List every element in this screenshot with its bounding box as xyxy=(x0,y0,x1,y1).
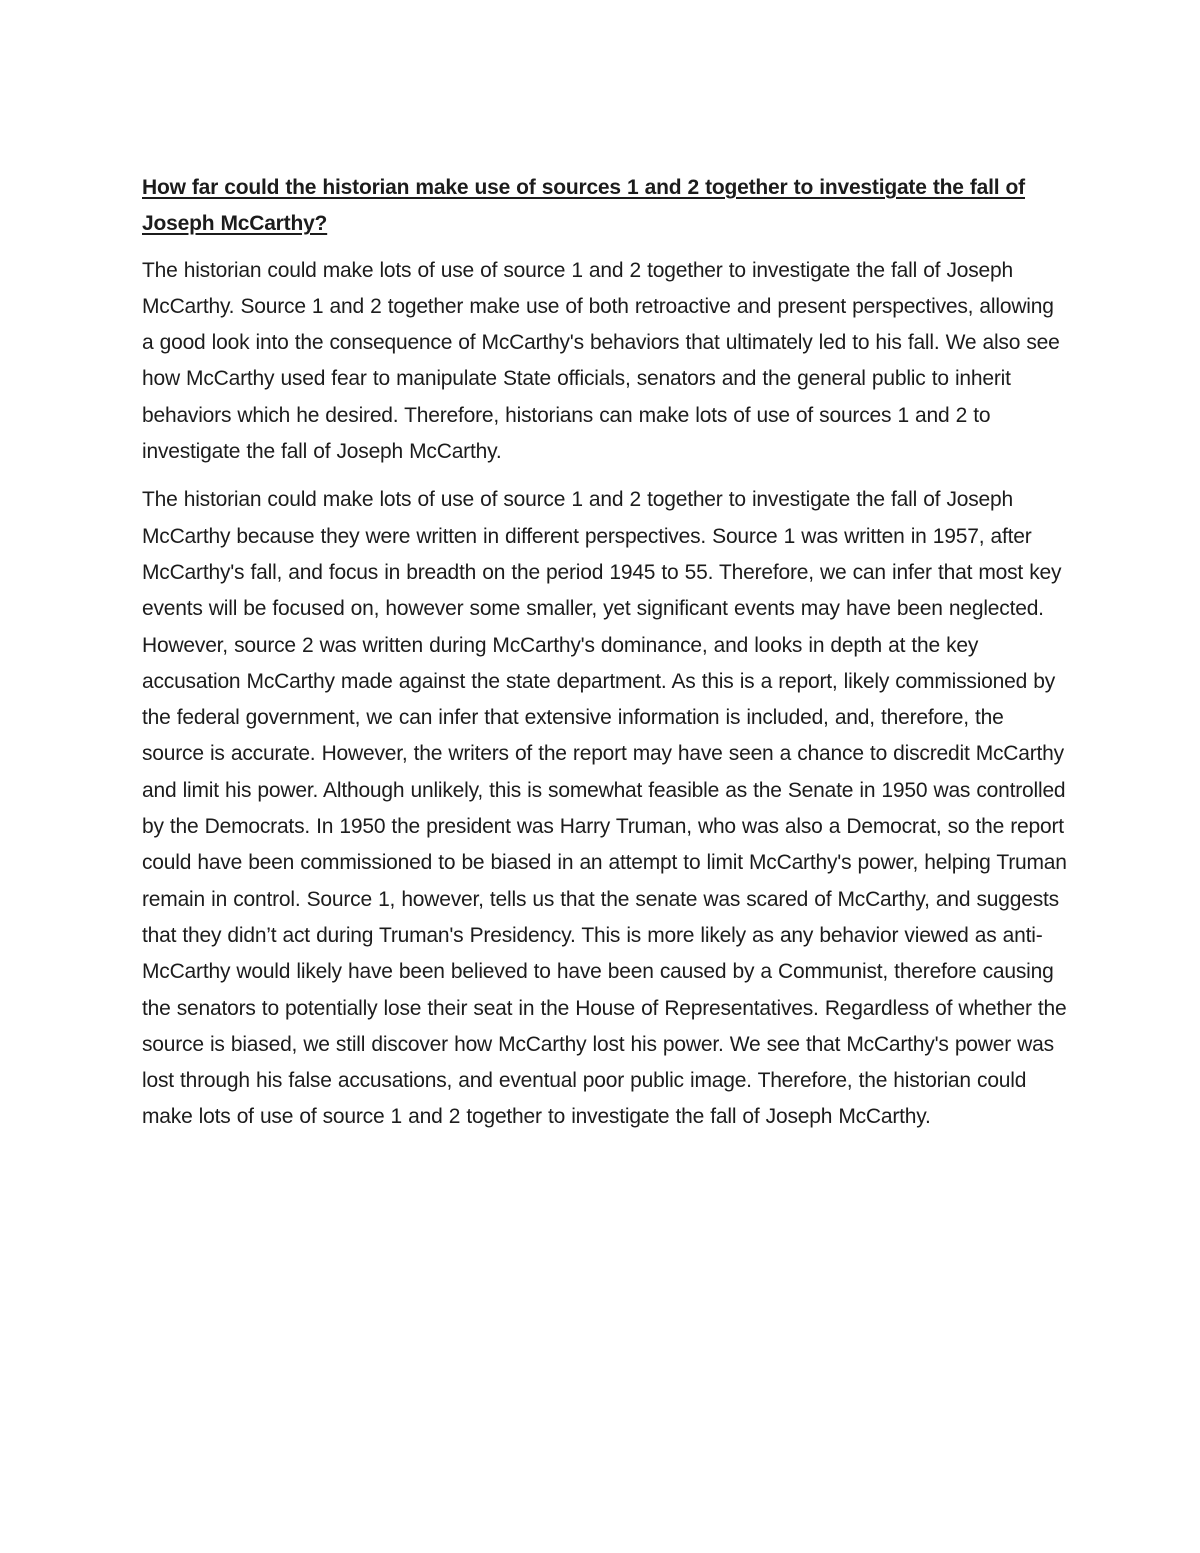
document-body xyxy=(142,170,1067,1148)
answer-paragraph-1: The historian could make lots of use of source 1 and 2 together to investigate the fall of Joseph McCarthy. Source 1 and 2 together make use of both retroactive and present perspectives, allowing a good look into the consequence of McCarthy's behaviors that ultimately led to his fall. We also see how McCarthy used fear to manipulate State officials, senators and the general public to inherit behaviors which he desired. Therefore, historians can make lots of use of sources 1 and 2 to investigate the fall of Joseph McCarthy. xyxy=(142,258,1060,464)
answer-paragraph-2: The historian could make lots of use of source 1 and 2 together to investigate the fall of Joseph McCarthy because they were written in different perspectives. Source 1 was written in 1957, after McCarthy's fall, and focus in breadth on the period 1945 to 55. Therefore, we can infer that most key events will be focused on, however some smaller, yet significant events may have been neglected. However, source 2 was written during McCarthy's dominance, and looks in depth at the key accusation McCarthy made against the state department. As this is a report, likely commissioned by the federal government, we can infer that extensive information is included, and, therefore, the source is accurate. However, the writers of the report may have seen a chance to discredit McCarthy and limit his power. Although unlikely, this is somewhat feasible as the Senate in 1950 was controlled by the Democrats. In 1950 the president was Harry Truman, who was also a Democrat, so the report could have been commissioned to be biased in an attempt to limit McCarthy's power, helping Truman remain in control. Source 1, however, tells us that the senate was scared of McCarthy, and suggests that they didn’t act during Truman's Presidency. This is more likely as any behavior viewed as anti-McCarthy would likely have been believed to have been caused by a Communist, therefore causing the senators to potentially lose their seat in the House of Representatives. Regardless of whether the source is biased, we still discover how McCarthy lost his power. We see that McCarthy's power was lost through his false accusations, and eventual poor public image. Therefore, the historian could make lots of use of source 1 and 2 together to investigate the fall of Joseph McCarthy. xyxy=(142,488,1067,1129)
question-heading: How far could the historian make use of sources 1 and 2 together to investigate the fall of Joseph McCarthy? xyxy=(142,176,1025,236)
